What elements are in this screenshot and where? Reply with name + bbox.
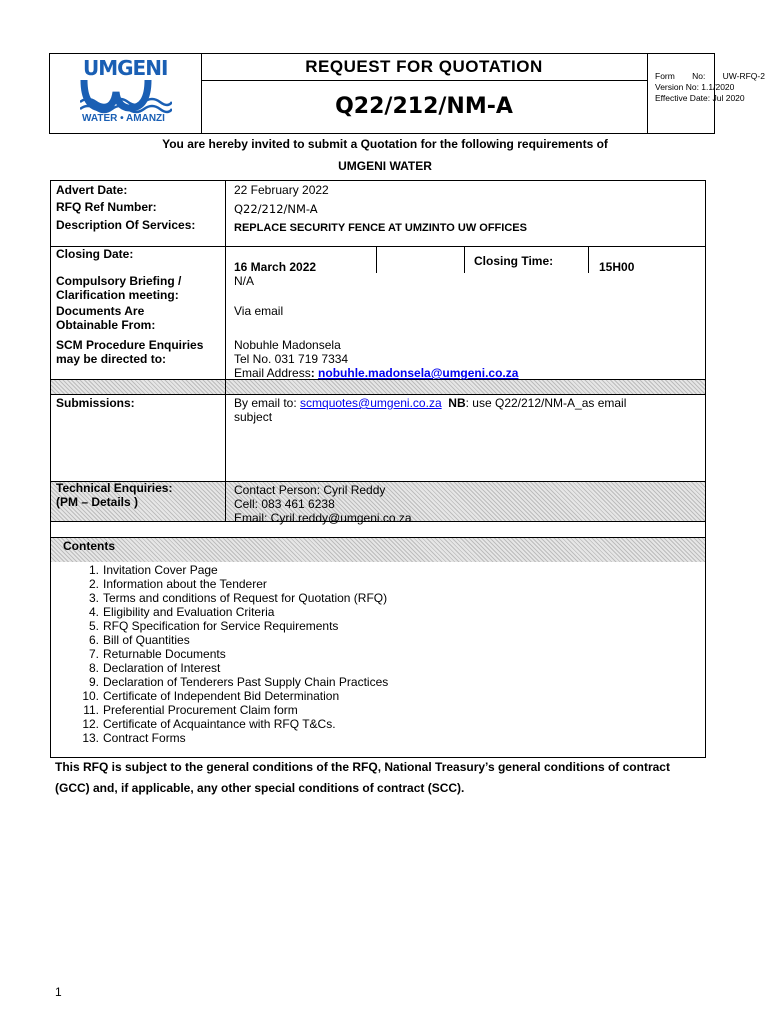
contents-item [77, 605, 388, 619]
scm-email-line [234, 366, 518, 380]
contents-item-number: 2. [88, 577, 99, 591]
contents-item [77, 703, 388, 717]
rfq-ref-value: Q22/212/NM-A [234, 202, 318, 216]
footer-line-1: This RFQ is subject to the general conditions of the RFQ, National Treasury’s general conditions of contract [55, 760, 670, 774]
closing-date-value: 16 March 2022 [234, 260, 317, 274]
contents-item-title: Bill of Quantities [103, 633, 190, 647]
technical-label [56, 481, 172, 509]
contents-item-title: Preferential Procurement Claim form [103, 703, 298, 717]
contents-item-number: 12. [82, 717, 99, 731]
form-number: UW-RFQ-2 [722, 71, 765, 81]
contents-item [77, 591, 388, 605]
documents-value: Via email [234, 304, 284, 318]
technical-cell: Cell: 083 461 6238 [234, 497, 335, 511]
contents-item-title: Invitation Cover Page [103, 563, 218, 577]
contents-item-number: 5. [88, 619, 99, 633]
hatched-row-contents [51, 538, 705, 562]
contents-item-title: Information about the Tenderer [103, 577, 267, 591]
logo-cell [50, 54, 202, 133]
scm-email-link[interactable]: nobuhle.madonsela@umgeni.co.za [318, 366, 519, 380]
submissions-value [234, 396, 694, 424]
contents-item-number: 8. [88, 661, 99, 675]
briefing-label-line1: Compulsory Briefing / [56, 274, 182, 288]
submissions-suffix: : use Q22/212/NM-A_as email [465, 396, 627, 410]
document-title: REQUEST FOR QUOTATION [201, 54, 647, 81]
contents-list [77, 563, 388, 745]
documents-label-line1: Documents Are [56, 304, 145, 318]
contents-item-number: 13. [82, 731, 99, 745]
scm-label-line2: may be directed to: [56, 352, 167, 366]
title-cell [201, 54, 648, 133]
contents-item-title: Certificate of Independent Bid Determination [103, 689, 340, 703]
contents-item-number: 4. [88, 605, 99, 619]
contents-item [77, 619, 388, 633]
scm-email-label: Email Address [234, 366, 311, 380]
logo-tagline: WATER • AMANZI [82, 113, 165, 124]
footer-line-2: (GCC) and, if applicable, any other special conditions of contract (SCC). [55, 781, 465, 795]
submissions-prefix: By email to: [234, 396, 301, 410]
advert-date-value: 22 February 2022 [234, 183, 329, 197]
technical-contact-person: Contact Person: Cyril Reddy [234, 483, 386, 497]
form-no-label: No: [692, 71, 706, 81]
contents-item [77, 717, 388, 731]
document-header [49, 53, 765, 134]
contents-item [77, 689, 388, 703]
contents-item-number: 11. [83, 703, 99, 717]
contents-item-title: RFQ Specification for Service Requirements [103, 619, 339, 633]
advert-date-label: Advert Date: [56, 183, 128, 197]
contents-item-number: 3. [88, 591, 99, 605]
contents-heading: Contents [63, 539, 115, 553]
scm-email-colon: : [310, 366, 315, 380]
version-number: Version No: 1.1/2020 [655, 82, 735, 92]
contents-item [77, 577, 388, 591]
contents-item [77, 731, 388, 745]
contents-item-number: 7. [88, 647, 99, 661]
closing-time-value: 15H00 [599, 260, 635, 274]
scm-name: Nobuhle Madonsela [234, 338, 341, 352]
contents-item-number: 1. [88, 563, 99, 577]
contents-item-title: Eligibility and Evaluation Criteria [103, 605, 275, 619]
contents-item [77, 675, 388, 689]
contents-item-title: Declaration of Tenderers Past Supply Chain Practices [103, 675, 389, 689]
briefing-label-line2: Clarification meeting: [56, 288, 179, 302]
contents-item-title: Contract Forms [103, 731, 186, 745]
rfq-ref-label: RFQ Ref Number: [56, 200, 157, 214]
contents-item [77, 563, 388, 577]
scm-telephone: Tel No. 031 719 7334 [234, 352, 349, 366]
form-number-row [655, 71, 765, 82]
briefing-label [56, 274, 181, 302]
briefing-value: N/A [234, 274, 255, 288]
hatched-row [51, 380, 705, 394]
closing-time-label: Closing Time: [474, 254, 554, 268]
documents-label-line2: Obtainable From: [56, 318, 156, 332]
rfq-reference-title: Q22/212/NM-A [335, 94, 513, 119]
description-value: REPLACE SECURITY FENCE AT UMZINTO UW OFFICES [234, 222, 527, 234]
form-info [655, 71, 765, 104]
submissions-nb: NB [448, 396, 466, 410]
technical-email: Email: Cyril.reddy@umgeni.co.za [234, 511, 412, 525]
technical-contact [234, 483, 412, 525]
scm-contact [234, 338, 518, 380]
scm-label-line1: SCM Procedure Enquiries [56, 338, 204, 352]
contents-item-title: Declaration of Interest [103, 661, 221, 675]
contents-item-number: 9. [88, 675, 99, 689]
invite-line-1: You are hereby invited to submit a Quotation for the following requirements of [162, 137, 608, 151]
contents-item-title: Certificate of Acquaintance with RFQ T&Cs. [103, 717, 336, 731]
water-waves-icon [80, 78, 172, 114]
technical-label-line2: (PM – Details ) [56, 495, 139, 509]
invite-line-2: UMGENI WATER [338, 159, 432, 173]
contents-item [77, 661, 388, 675]
contents-item-number: 10. [82, 689, 99, 703]
submissions-line2: subject [234, 410, 273, 424]
effective-date: Effective Date: Jul 2020 [655, 93, 745, 103]
scm-label [56, 338, 203, 366]
closing-date-label: Closing Date: [56, 247, 134, 261]
page-number: 1 [55, 985, 62, 999]
contents-item-title: Returnable Documents [103, 647, 226, 661]
contents-item [77, 633, 388, 647]
submissions-email-link[interactable]: scmquotes@umgeni.co.za [300, 396, 442, 410]
documents-label [56, 304, 155, 332]
umgeni-logo-text: UMGENI [83, 56, 168, 80]
description-label: Description Of Services: [56, 218, 196, 232]
form-label: Form [655, 71, 675, 81]
contents-item-title: Terms and conditions of Request for Quotation (RFQ) [103, 591, 388, 605]
contents-item-number: 6. [88, 633, 99, 647]
submissions-label: Submissions: [56, 396, 135, 410]
contents-item [77, 647, 388, 661]
rfq-details-table [50, 180, 706, 758]
submissions-line1 [234, 396, 694, 410]
technical-label-line1: Technical Enquiries: [56, 481, 173, 495]
